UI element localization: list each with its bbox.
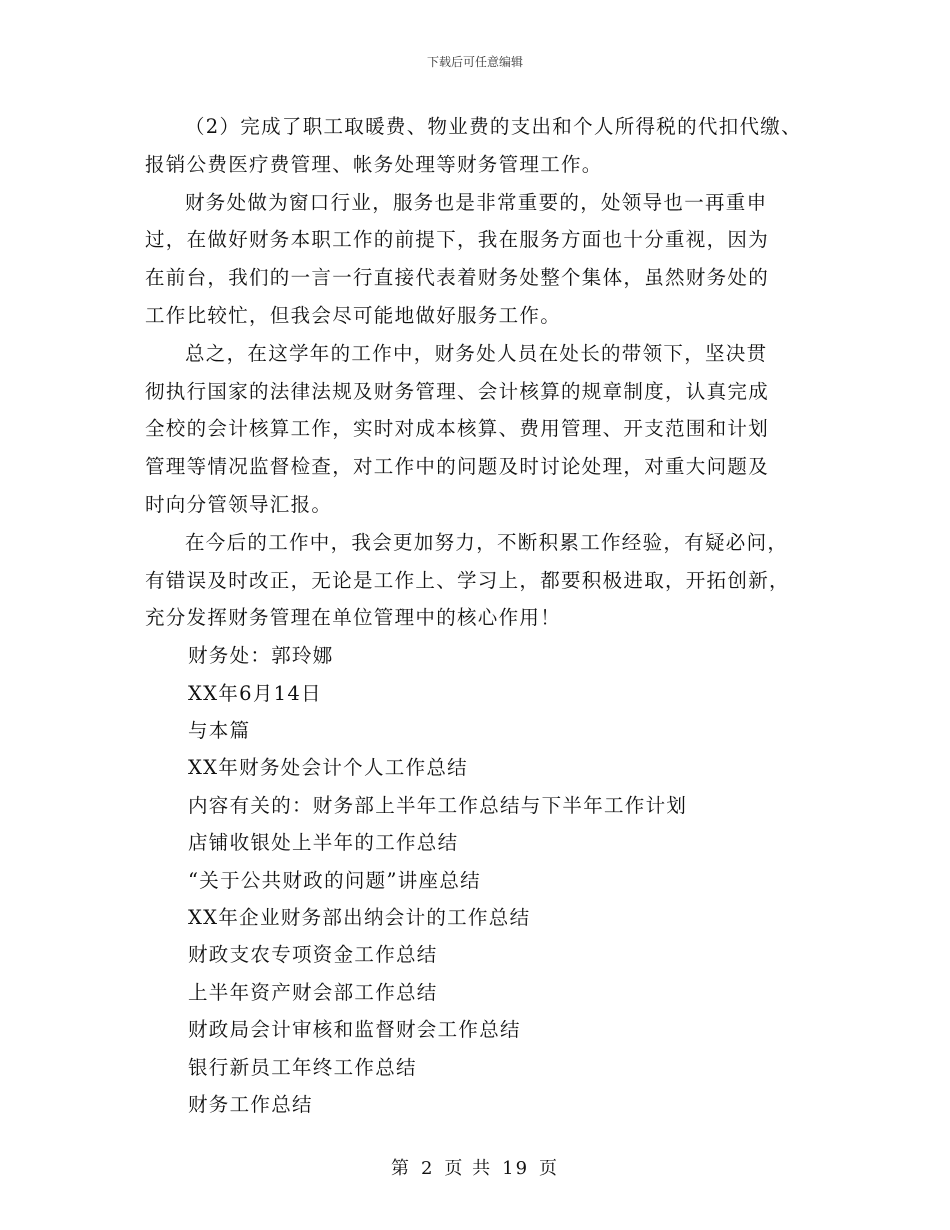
related-item: “关于公共财政的问题”讲座总结 — [188, 868, 481, 892]
paragraph-line: 过，在做好财务本职工作的前提下，我在服务方面也十分重视，因为 — [145, 228, 770, 252]
page-footer — [0, 1154, 950, 1180]
paragraph-line: 总之，在这学年的工作中，财务处人员在处长的带领下，坚决贯 — [185, 341, 768, 365]
related-item: XX年企业财务部出纳会计的工作总结 — [188, 906, 531, 929]
total-pages-number: 19 — [502, 1158, 530, 1179]
paragraph-line: 时向分管领导汇报。 — [145, 492, 333, 516]
page-header: 下载后可任意编辑 — [426, 55, 523, 69]
paragraph-line: 在今后的工作中，我会更加努力，不断积累工作经验，有疑必问， — [185, 530, 789, 554]
paragraph-line: 在前台，我们的一言一行直接代表着财务处整个集体，虽然财务处的 — [145, 266, 770, 290]
related-item: 店铺收银处上半年的工作总结 — [188, 831, 459, 855]
document-body — [145, 108, 825, 1123]
related-title: XX年财务处会计个人工作总结 — [188, 756, 468, 780]
paragraph-4 — [145, 524, 825, 637]
related-label: 与本篇 — [188, 718, 251, 742]
paragraph-line: （2）完成了职工取暖费、物业费的支出和个人所得税的代扣代缴、 — [185, 115, 802, 138]
paragraph-line: 管理等情况监督检查，对工作中的问题及时讨论处理，对重大问题及 — [145, 455, 770, 479]
paragraph-line: 工作比较忙，但我会尽可能地做好服务工作。 — [145, 303, 562, 327]
related-item: 财务工作总结 — [188, 1093, 313, 1117]
paragraph-line: 有错误及时改正，无论是工作上、学习上，都要积极进取，开拓创新， — [145, 568, 790, 592]
related-item: 财政支农专项资金工作总结 — [188, 943, 438, 967]
signature-date: XX年6月14日 — [188, 681, 322, 705]
paragraph-line: 财务处做为窗口行业，服务也是非常重要的，处领导也一再重申 — [185, 190, 768, 214]
footer-middle: 页 共 — [444, 1158, 493, 1179]
paragraph-line: 报销公费医疗费管理、帐务处理等财务管理工作。 — [145, 152, 603, 176]
signature-department: 财务处：郭玲娜 — [188, 644, 334, 668]
related-item: 财政局会计审核和监督财会工作总结 — [188, 1018, 521, 1042]
footer-prefix: 第 — [390, 1158, 411, 1179]
current-page-number: 2 — [420, 1158, 435, 1179]
related-item: 内容有关的：财务部上半年工作总结与下半年工作计划 — [188, 793, 688, 817]
paragraph-3 — [145, 335, 825, 524]
paragraph-line: 全校的会计核算工作，实时对成本核算、费用管理、开支范围和计划 — [145, 417, 770, 441]
related-item: 银行新员工年终工作总结 — [188, 1055, 417, 1079]
paragraph-line: 充分发挥财务管理在单位管理中的核心作用！ — [145, 606, 562, 630]
paragraph-1 — [145, 108, 825, 184]
related-item: 上半年资产财会部工作总结 — [188, 980, 438, 1004]
paragraph-line: 彻执行国家的法律法规及财务管理、会计核算的规章制度，认真完成 — [145, 379, 770, 403]
footer-suffix: 页 — [539, 1158, 560, 1179]
paragraph-2 — [145, 184, 825, 335]
